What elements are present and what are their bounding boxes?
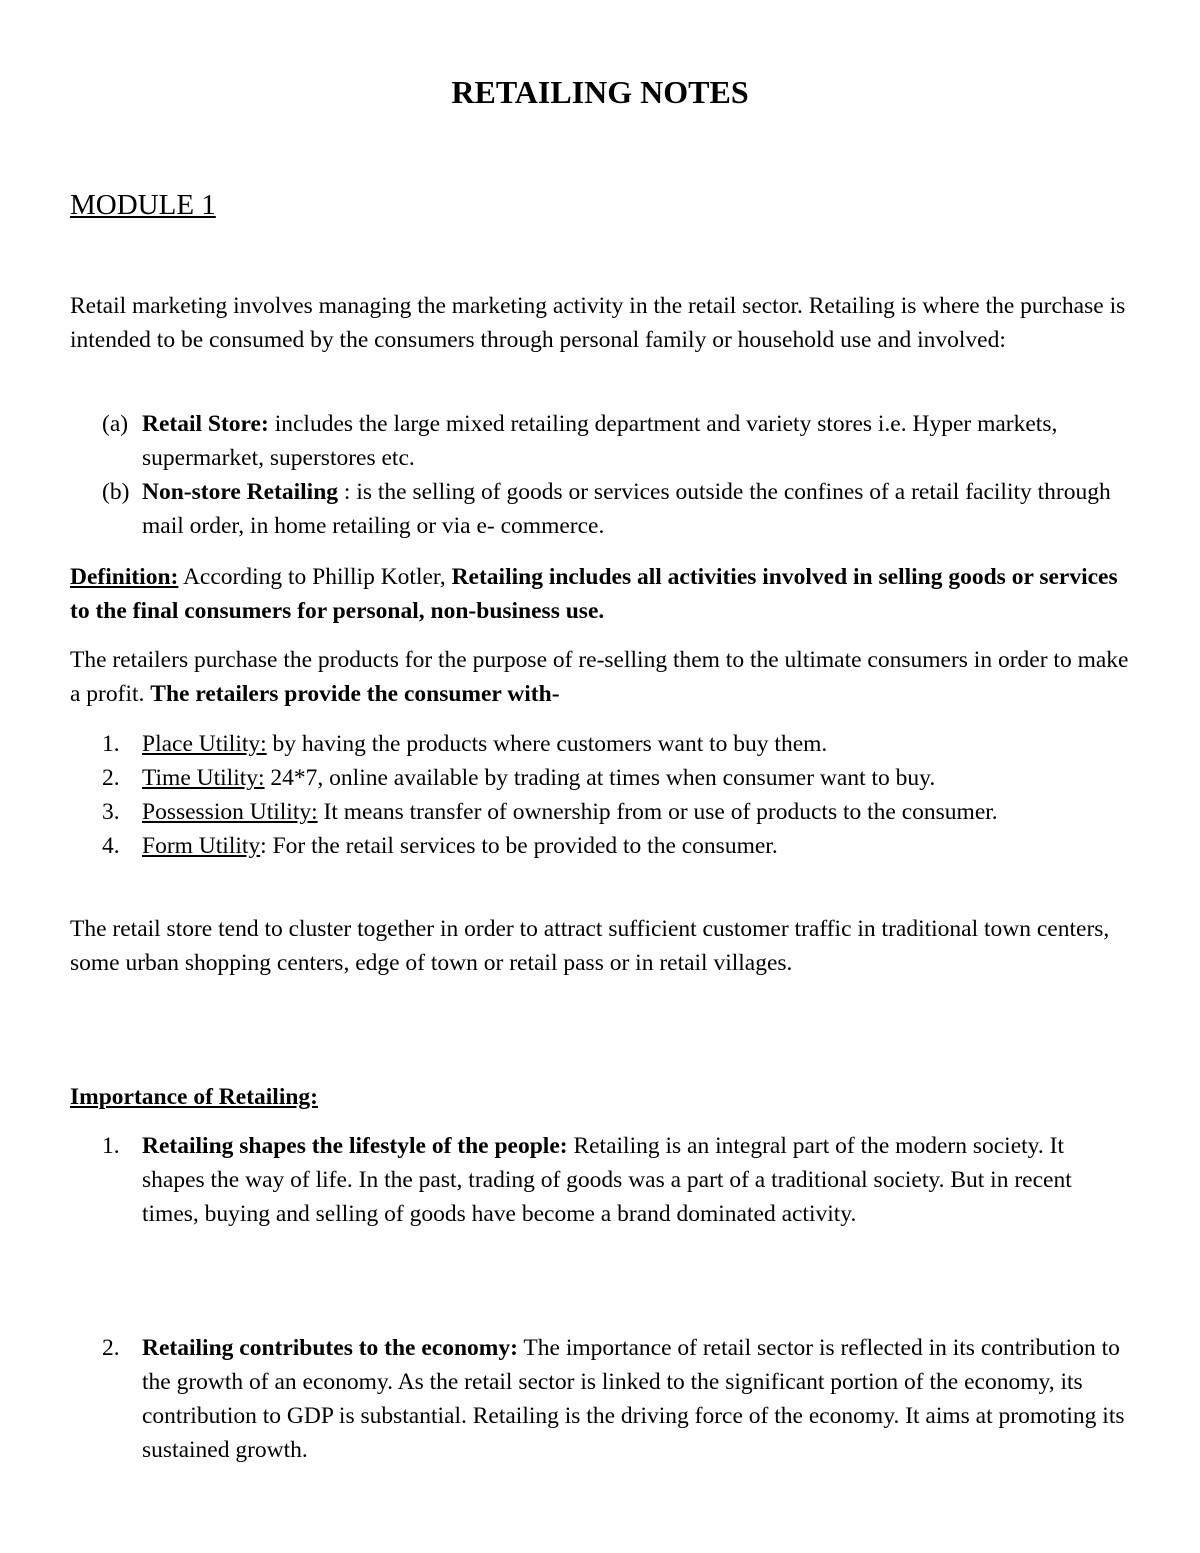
- list-term: Retailing shapes the lifestyle of the people:: [142, 1133, 568, 1159]
- module-heading: MODULE 1: [70, 189, 216, 221]
- list-term: Non-store Retailing: [142, 479, 339, 505]
- list-item: [70, 829, 1130, 863]
- list-text: : is the selling of goods or services outside the confines of a retail facility through mail order, in home retailing or via e- commerce.: [142, 479, 1111, 539]
- importance-heading: Importance of Retailing:: [70, 1084, 319, 1110]
- list-text: : For the retail services to be provided to the consumer.: [260, 833, 778, 859]
- list-item: [70, 407, 1130, 475]
- list-text: The importance of retail sector is reflected in its contribution to the growth of an economy. As the retail sector is linked to the significant portion of the economy, its contribution to GDP is substantial. Retailing is the driving force of the economy. It aims at promoting its sustained growth.: [142, 1335, 1125, 1463]
- importance-list: [70, 1129, 1130, 1231]
- retailers-paragraph: [70, 643, 1130, 711]
- definition-label: Definition:: [70, 564, 179, 590]
- list-marker: 4.: [102, 833, 120, 859]
- list-term: Place Utility:: [142, 731, 267, 757]
- list-item: [70, 761, 1130, 795]
- list-text: 24*7, online available by trading at times when consumer want to buy.: [264, 765, 936, 791]
- list-term: Time Utility:: [142, 765, 265, 791]
- list-item: [70, 795, 1130, 829]
- definition-lead: According to Phillip Kotler,: [178, 564, 452, 590]
- importance-list-continued: [70, 1331, 1130, 1467]
- list-term: Form Utility: [142, 833, 261, 859]
- list-text: It means transfer of ownership from or use of products to the consumer.: [317, 799, 998, 825]
- list-marker: 2.: [102, 1335, 120, 1361]
- list-term: Possession Utility:: [142, 799, 318, 825]
- list-term: Retail Store:: [142, 411, 269, 437]
- intro-paragraph: Retail marketing involves managing the marketing activity in the retail sector. Retailing is where the purchase is intended to be consumed by the consumers through personal family or household use and involved:: [70, 293, 1126, 353]
- list-marker: 1.: [102, 1133, 120, 1159]
- list-marker: 3.: [102, 799, 120, 825]
- document-title: RETAILING NOTES: [451, 74, 749, 110]
- list-text: Retailing is an integral part of the modern society. It shapes the way of life. In the past, trading of goods was a part of a traditional society. But in recent times, buying and selling of goods have become a brand dominated activity.: [142, 1133, 1072, 1227]
- list-term: Retailing contributes to the economy:: [142, 1335, 518, 1361]
- list-item: [70, 1331, 1130, 1467]
- definition-text: Retailing includes all activities involved in selling goods or services to the final consumers for personal, non-business use.: [70, 564, 1118, 624]
- list-text: by having the products where customers want to buy them.: [266, 731, 828, 757]
- cluster-paragraph: The retail store tend to cluster together in order to attract sufficient customer traffic in traditional town centers, some urban shopping centers, edge of town or retail pass or in retail villages.: [70, 916, 1110, 976]
- definition-paragraph: [70, 560, 1130, 628]
- retail-types-list: [70, 407, 1130, 543]
- list-item: [70, 727, 1130, 761]
- utilities-list: [70, 727, 1130, 863]
- list-marker: 1.: [102, 731, 120, 757]
- list-marker: (a): [102, 411, 129, 437]
- list-marker: 2.: [102, 765, 120, 791]
- list-marker: (b): [102, 479, 130, 505]
- list-text: includes the large mixed retailing department and variety stores i.e. Hyper markets, supermarket, superstores etc.: [142, 411, 1058, 471]
- list-item: [70, 1129, 1130, 1231]
- retailers-text: The retailers purchase the products for the purpose of re-selling them to the ultimate consumers in order to make a profit.: [70, 647, 1129, 707]
- retailers-bold-text: The retailers provide the consumer with-: [150, 681, 560, 707]
- list-item: [70, 475, 1130, 543]
